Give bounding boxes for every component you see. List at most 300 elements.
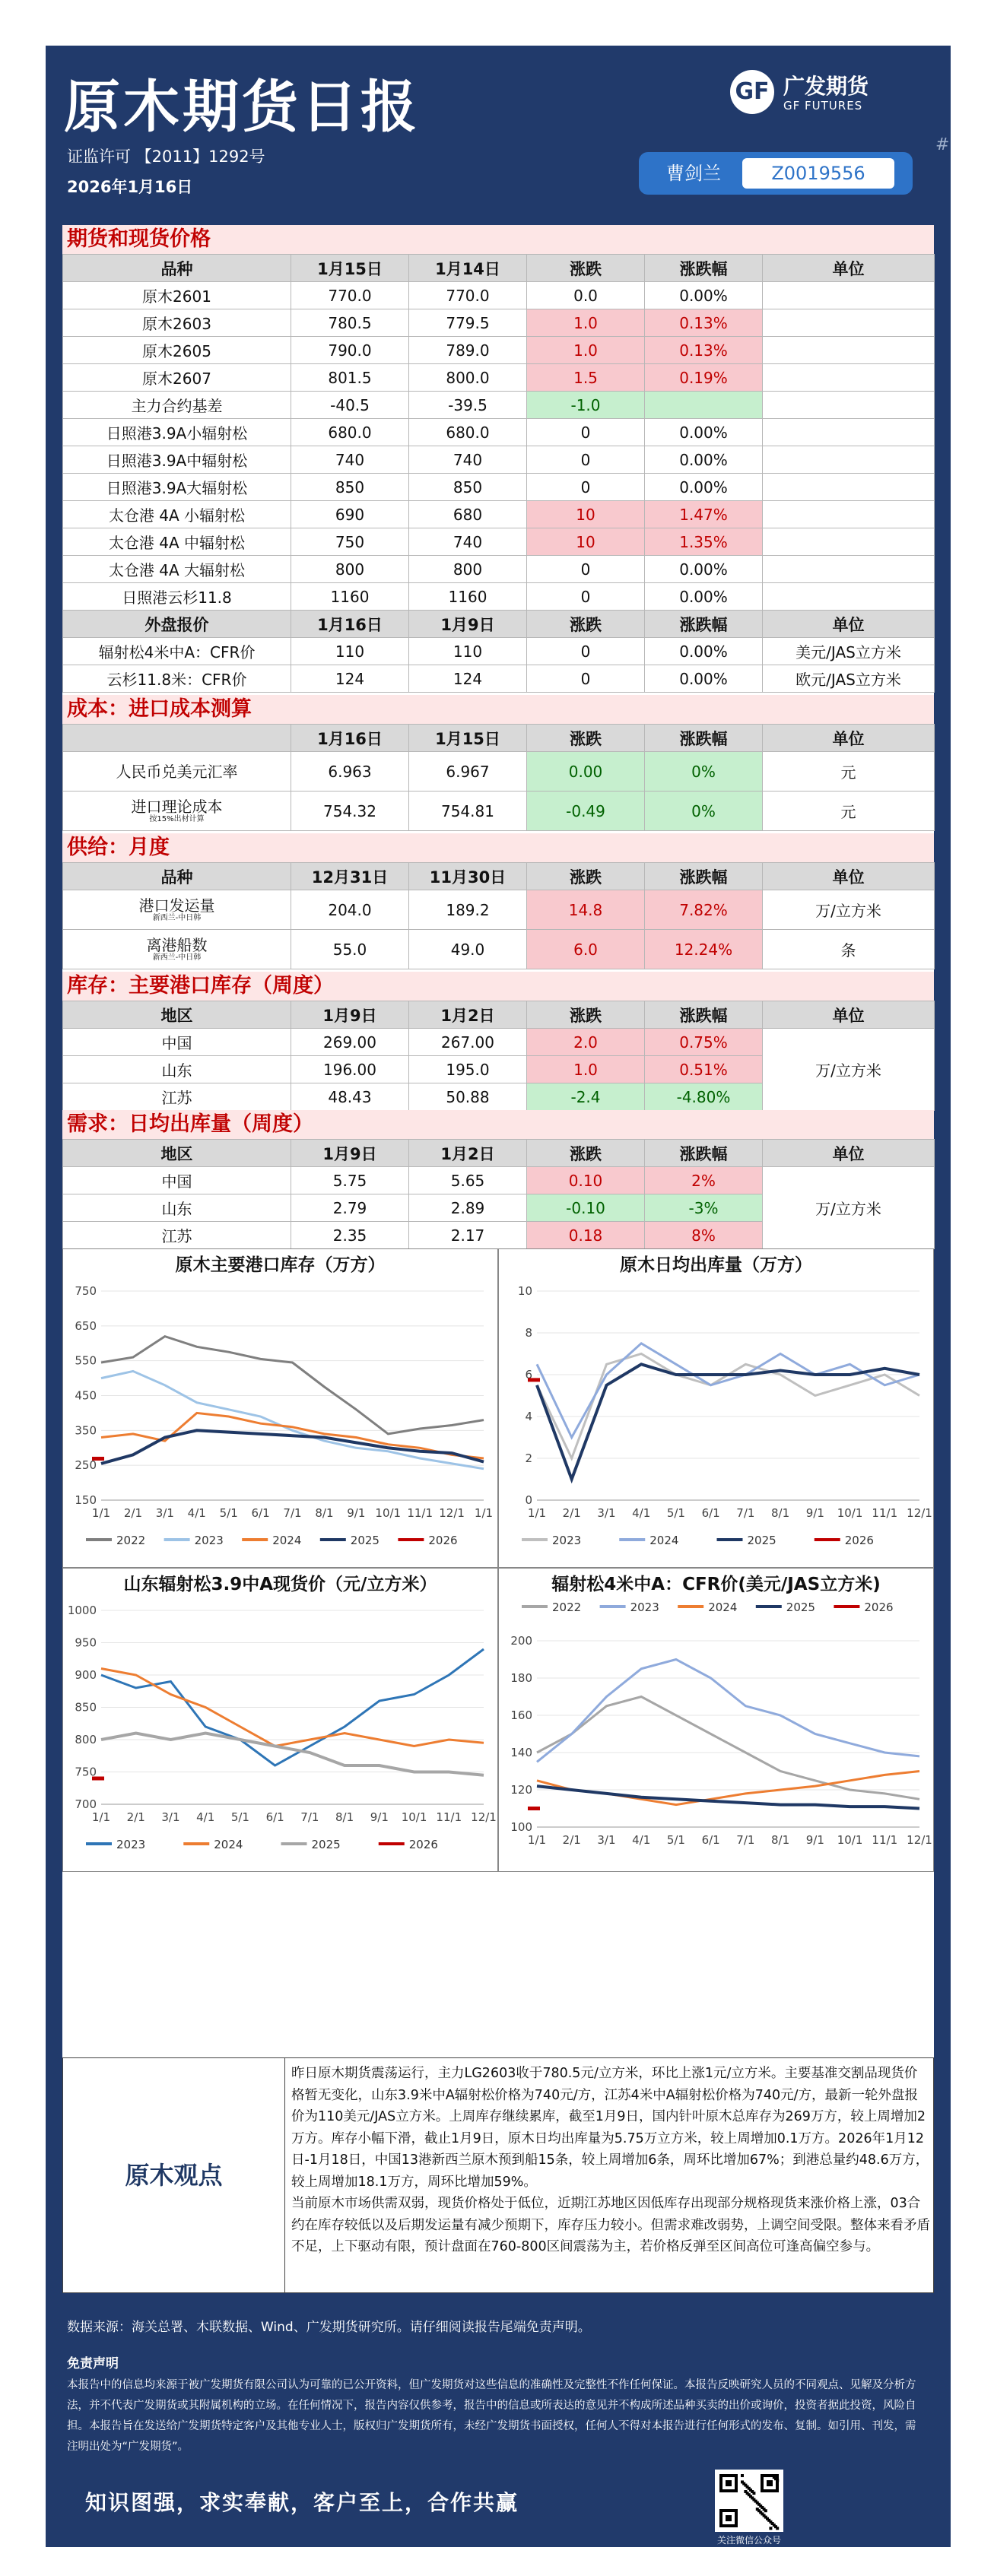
table-cell: 269.00 — [291, 1029, 409, 1056]
x-tick-label: 9/1 — [370, 1810, 389, 1824]
column-header: 地区 — [63, 1140, 291, 1167]
author-badge — [639, 152, 913, 195]
table-cell: 2.89 — [409, 1194, 527, 1222]
x-tick-label: 10/1 — [837, 1506, 863, 1520]
table-cell — [763, 419, 935, 446]
table-cell: -2.4 — [527, 1083, 645, 1111]
row-label: 云杉11.8米：CFR价 — [63, 665, 291, 693]
x-tick-label: 8/1 — [335, 1810, 354, 1824]
table-cell — [763, 282, 935, 309]
qr-label: 关注微信公众号 — [716, 2535, 781, 2546]
x-tick-label: 7/1 — [283, 1506, 302, 1520]
table-cell: -40.5 — [291, 392, 409, 419]
y-tick-label: 200 — [510, 1634, 532, 1648]
table-cell: 0.13% — [645, 337, 763, 364]
series-line-2024 — [537, 1344, 919, 1438]
column-header: 1月2日 — [409, 1001, 527, 1029]
table-cell: 0.00% — [645, 556, 763, 583]
x-tick-label: 11/1 — [436, 1810, 462, 1824]
disclaimer-title: 免责声明 — [67, 2356, 119, 2371]
table-cell: 0 — [527, 556, 645, 583]
row-label: 原木2605 — [63, 337, 291, 364]
table-cell: 1160 — [409, 583, 527, 611]
x-tick-label: 7/1 — [736, 1833, 755, 1847]
x-tick-label: 4/1 — [632, 1506, 651, 1520]
disclaimer-text: 本报告中的信息均来源于被广发期货有限公司认为可靠的已公开资料，但广发期货对这些信息的准确性及完整性不作任何保证。本报告反映研究人员的不同观点、见解及分析方法，并不代表广发期货或其附属机构的立场。在任何情况下，报告内容仅供参考，报告中的信息或所表达的意见并不构成所述品种买卖的出价或询价，投资者据此投资，风险自担。本报告旨在发送给广发期货特定客户及其他专业人士，版权归广发期货所有，未经广发期货书面授权，任何人不得对本报告进行任何形式的发布、复制。如引用、刊发，需注明出处为“广发期货”。 — [67, 2379, 916, 2453]
table-cell: 0.00% — [645, 638, 763, 665]
logo-cn-text: 广发期货 — [783, 74, 869, 99]
legend-label: 2024 — [272, 1534, 302, 1547]
x-tick-label: 9/1 — [347, 1506, 366, 1520]
row-label: 日照港云杉11.8 — [63, 583, 291, 611]
table-cell: 美元/JAS立方米 — [763, 638, 935, 665]
table-row — [63, 474, 935, 501]
section-title-cost: 成本：进口成本测算 — [62, 695, 934, 724]
y-tick-label: 750 — [75, 1765, 97, 1779]
column-header: 1月14日 — [409, 255, 527, 282]
x-tick-label: 5/1 — [666, 1506, 685, 1520]
table-row — [63, 446, 935, 474]
column-header: 1月16日 — [291, 611, 409, 638]
table-cell — [763, 583, 935, 611]
table-cell: 10 — [527, 501, 645, 528]
table-row — [63, 337, 935, 364]
table-cell: -0.49 — [527, 792, 645, 831]
table-row — [63, 528, 935, 556]
table-cell — [645, 392, 763, 419]
table-cell: 267.00 — [409, 1029, 527, 1056]
table-cell: 1.0 — [527, 309, 645, 337]
x-tick-label: 8/1 — [771, 1506, 790, 1520]
y-tick-label: 140 — [510, 1746, 532, 1759]
x-tick-label: 8/1 — [771, 1833, 790, 1847]
column-header: 1月9日 — [291, 1140, 409, 1167]
table-cell: 0.00% — [645, 446, 763, 474]
table-cell: 7.82% — [645, 890, 763, 930]
table-cell: 740 — [409, 528, 527, 556]
x-tick-label: 1/1 — [527, 1833, 547, 1847]
unit-cell: 万/立方米 — [763, 1029, 935, 1111]
table-cell: 1.35% — [645, 528, 763, 556]
table-cell: 0.00% — [645, 474, 763, 501]
table-cell: 770.0 — [409, 282, 527, 309]
table-cell: 48.43 — [291, 1083, 409, 1111]
table-cell: 754.32 — [291, 792, 409, 831]
row-label — [63, 930, 291, 969]
series-line-2022 — [101, 1337, 484, 1434]
table-cell: 8% — [645, 1222, 763, 1249]
section-title-supply: 供给：月度 — [62, 833, 934, 862]
inventory-table — [62, 1001, 935, 1111]
row-label-main: 离港船数 — [146, 935, 208, 954]
row-label: 原木2603 — [63, 309, 291, 337]
table-cell: 欧元/JAS立方米 — [763, 665, 935, 693]
table-cell: 195.0 — [409, 1056, 527, 1083]
table-cell: 740 — [409, 446, 527, 474]
table-cell: 1.0 — [527, 1056, 645, 1083]
report-title: 原木期货日报 — [64, 75, 420, 140]
table-cell: 110 — [291, 638, 409, 665]
qr-module — [756, 2508, 759, 2511]
table-cell — [763, 364, 935, 392]
x-tick-label: 5/1 — [219, 1506, 238, 1520]
table-cell: 0.00% — [645, 419, 763, 446]
table-header-row — [63, 1140, 935, 1167]
table-row — [63, 392, 935, 419]
table-cell: 780.5 — [291, 309, 409, 337]
table-cell: 2.79 — [291, 1194, 409, 1222]
qr-module — [741, 2474, 744, 2477]
row-label-main: 港口发运量 — [138, 896, 215, 915]
table-cell: 770.0 — [291, 282, 409, 309]
table-cell: -0.10 — [527, 1194, 645, 1222]
table-row — [63, 665, 935, 693]
table-row — [63, 309, 935, 337]
row-label: 太仓港 4A 大辐射松 — [63, 556, 291, 583]
y-tick-label: 10 — [517, 1284, 532, 1298]
column-header: 涨跌 — [527, 863, 645, 890]
table-cell: 元 — [763, 752, 935, 792]
license-number: 证监许可 【2011】1292号 — [67, 148, 265, 166]
x-tick-label: 5/1 — [666, 1833, 685, 1847]
table-row — [63, 501, 935, 528]
view-paragraph-2: 当前原木市场供需双弱，现货价格处于低位，近期江苏地区因低库存出现部分规格现货来涨价格上涨，03合约在库存较低以及后期发运量有减少预期下，库存压力较小。但需求难改弱势，上调空间受限。整体来看矛盾不足，上下驱动有限，预计盘面在760-800区间震荡为主，若价格反弹至区间高位可逢高偏空参与。 — [291, 2196, 930, 2254]
chart-daily-outflow — [498, 1248, 934, 1568]
table-row — [63, 752, 935, 792]
data-source: 数据来源：海关总署、木联数据、Wind、广发期货研究所。请仔细阅读报告尾端免责声明。 — [67, 2320, 591, 2335]
column-header: 涨跌幅 — [645, 863, 763, 890]
table-cell: 801.5 — [291, 364, 409, 392]
column-header: 涨跌 — [527, 255, 645, 282]
x-tick-label: 2/1 — [562, 1506, 581, 1520]
column-header: 涨跌幅 — [645, 725, 763, 752]
column-header: 品种 — [63, 863, 291, 890]
x-tick-label: 8/1 — [315, 1506, 334, 1520]
legend-label: 2026 — [864, 1600, 894, 1614]
table-cell: 0.00 — [527, 752, 645, 792]
table-header-row — [63, 255, 935, 282]
x-tick-label: 11/1 — [872, 1506, 898, 1520]
x-tick-label: 5/1 — [230, 1810, 249, 1824]
table-cell — [763, 474, 935, 501]
x-tick-label: 12/1 — [471, 1810, 497, 1824]
legend-label: 2023 — [194, 1534, 224, 1547]
x-tick-label: 6/1 — [701, 1833, 720, 1847]
chart-svg — [499, 1569, 935, 1873]
table-cell — [763, 392, 935, 419]
column-header: 涨跌幅 — [645, 1140, 763, 1167]
table-cell: 5.75 — [291, 1167, 409, 1194]
row-label — [63, 890, 291, 930]
x-tick-label: 12/1 — [907, 1506, 932, 1520]
series-line-2024 — [537, 1772, 919, 1805]
y-tick-label: 100 — [510, 1820, 532, 1834]
table-row — [63, 1167, 935, 1194]
x-tick-label: 1/1 — [527, 1506, 547, 1520]
y-tick-label: 160 — [510, 1708, 532, 1722]
table-cell: -4.80% — [645, 1083, 763, 1111]
table-cell: 124 — [409, 665, 527, 693]
foreign-quote-table — [62, 610, 935, 693]
column-header: 1月9日 — [409, 611, 527, 638]
x-tick-label: 6/1 — [701, 1506, 720, 1520]
futures-spot-table — [62, 254, 935, 611]
qr-module — [744, 2490, 747, 2493]
legend-label: 2025 — [311, 1838, 341, 1851]
x-tick-label: 4/1 — [196, 1810, 215, 1824]
table-cell: 0.00% — [645, 282, 763, 309]
table-cell: 0.51% — [645, 1056, 763, 1083]
chart-cfr-price — [498, 1568, 934, 1872]
table-cell: 204.0 — [291, 890, 409, 930]
table-cell — [763, 446, 935, 474]
x-tick-label: 11/1 — [407, 1506, 433, 1520]
chart-svg — [63, 1249, 499, 1569]
row-label: 原木2601 — [63, 282, 291, 309]
column-header: 单位 — [763, 611, 935, 638]
row-label: 中国 — [63, 1167, 291, 1194]
column-header: 1月2日 — [409, 1140, 527, 1167]
footer-band — [46, 2463, 951, 2547]
row-label: 山东 — [63, 1194, 291, 1222]
row-label: 原木2607 — [63, 364, 291, 392]
table-cell: 2% — [645, 1167, 763, 1194]
table-row — [63, 1029, 935, 1056]
x-tick-label: 1/1 — [474, 1506, 494, 1520]
legend-label: 2025 — [747, 1534, 776, 1547]
y-tick-label: 800 — [75, 1733, 97, 1746]
y-tick-label: 750 — [75, 1284, 97, 1298]
table-cell: 189.2 — [409, 890, 527, 930]
table-cell: 5.65 — [409, 1167, 527, 1194]
column-header: 品种 — [63, 255, 291, 282]
table-cell: 0 — [527, 446, 645, 474]
hash-mark: # — [935, 135, 950, 154]
y-tick-label: 450 — [75, 1388, 97, 1403]
y-tick-label: 900 — [75, 1668, 97, 1682]
column-header: 涨跌 — [527, 611, 645, 638]
table-cell — [763, 501, 935, 528]
chart-port-inventory — [62, 1248, 498, 1568]
table-cell: 750 — [291, 528, 409, 556]
table-cell: 49.0 — [409, 930, 527, 969]
x-tick-label: 7/1 — [736, 1506, 755, 1520]
qr-finder — [726, 2515, 732, 2521]
legend-label: 2025 — [350, 1534, 379, 1547]
qr-module — [771, 2474, 774, 2477]
table-cell: 1.0 — [527, 337, 645, 364]
table-cell: 800.0 — [409, 364, 527, 392]
column-header: 12月31日 — [291, 863, 409, 890]
column-header: 单位 — [763, 863, 935, 890]
row-label: 中国 — [63, 1029, 291, 1056]
x-tick-label: 2/1 — [126, 1810, 145, 1824]
table-row — [63, 792, 935, 831]
table-cell: 50.88 — [409, 1083, 527, 1111]
row-label: 日照港3.9A大辐射松 — [63, 474, 291, 501]
column-header: 涨跌 — [527, 1001, 645, 1029]
legend-label: 2026 — [408, 1838, 438, 1851]
column-header: 涨跌 — [527, 1140, 645, 1167]
market-view — [62, 2057, 934, 2293]
qr-module — [741, 2480, 744, 2483]
y-tick-label: 350 — [75, 1423, 97, 1438]
legend-label: 2023 — [552, 1534, 582, 1547]
x-tick-label: 10/1 — [401, 1810, 427, 1824]
table-cell: 680.0 — [291, 419, 409, 446]
table-cell: 6.0 — [527, 930, 645, 969]
row-label-main: 进口理论成本 — [131, 797, 223, 816]
row-label: 山东 — [63, 1056, 291, 1083]
x-tick-label: 1/1 — [91, 1810, 111, 1824]
table-cell: 0 — [527, 665, 645, 693]
x-tick-label: 10/1 — [375, 1506, 402, 1520]
x-tick-label: 3/1 — [161, 1810, 180, 1824]
x-tick-label: 6/1 — [251, 1506, 270, 1520]
x-tick-label: 12/1 — [439, 1506, 465, 1520]
table-cell: 124 — [291, 665, 409, 693]
table-cell: 0.13% — [645, 309, 763, 337]
x-tick-label: 2/1 — [562, 1833, 581, 1847]
table-cell: -39.5 — [409, 392, 527, 419]
table-header-row — [63, 611, 935, 638]
row-label: 太仓港 4A 中辐射松 — [63, 528, 291, 556]
column-header: 1月16日 — [291, 725, 409, 752]
y-tick-label: 150 — [75, 1493, 97, 1507]
table-row — [63, 556, 935, 583]
chart-svg — [63, 1569, 499, 1873]
section-title-inventory: 库存：主要港口库存（周度） — [62, 972, 934, 1001]
chart-title: 原木日均出库量（万方） — [620, 1255, 812, 1275]
report-content — [62, 225, 934, 2293]
chart-svg — [499, 1249, 935, 1569]
legend-label: 2025 — [786, 1600, 815, 1614]
view-paragraph-1: 昨日原木期货震荡运行，主力LG2603收于780.5元/立方米，环比上涨1元/立方米。主要基准交割品现货价格暂无变化，山东3.9米中A辐射松价格为740元/方，江苏4米中A辐射松价格为740元/方，最新一轮外盘报价为110美元/JAS立方米。上周库存继续累库，截至1月9日，国内针叶原木总库存为269万方，较上周增加2万方。库存小幅下滑，截止1月9日，原木日均出库量为5.75万立方米，较上周增加0.1万方。2026年1月12日-1月18日，中国13港新西兰原木预到船15条，较上周增加6条，周环比增加67%；到港总量约48.6万方，较上周增加18.1万方，周环比增加59%。 — [291, 2066, 929, 2190]
x-tick-label: 3/1 — [597, 1506, 616, 1520]
x-tick-label: 9/1 — [805, 1506, 824, 1520]
table-cell: 680 — [409, 501, 527, 528]
table-cell: 0.00% — [645, 583, 763, 611]
view-text — [291, 2063, 930, 2258]
table-row — [63, 890, 935, 930]
table-cell: 条 — [763, 930, 935, 969]
y-tick-label: 650 — [75, 1318, 97, 1333]
column-header: 涨跌幅 — [645, 1001, 763, 1029]
section-title-demand: 需求：日均出库量（周度） — [62, 1110, 934, 1139]
series-line-2023 — [537, 1354, 919, 1459]
x-tick-label: 12/1 — [907, 1833, 932, 1847]
y-tick-label: 4 — [525, 1410, 532, 1423]
chart-title: 辐射松4米中A：CFR价(美元/JAS立方米) — [551, 1575, 881, 1594]
table-cell: 800 — [291, 556, 409, 583]
author-name: 曹剑兰 — [666, 163, 721, 184]
table-header-row — [63, 1001, 935, 1029]
qr-finder — [726, 2480, 732, 2486]
table-header-row — [63, 725, 935, 752]
table-cell: 14.8 — [527, 890, 645, 930]
table-cell — [763, 528, 935, 556]
series-line-2023 — [101, 1371, 484, 1468]
row-label: 主力合约基差 — [63, 392, 291, 419]
slogan: 知识图强，求实奉献，客户至上，合作共赢 — [85, 2490, 519, 2515]
unit-cell: 万/立方米 — [763, 1167, 935, 1249]
report-header — [46, 46, 951, 243]
column-header: 外盘报价 — [63, 611, 291, 638]
column-header: 1月9日 — [291, 1001, 409, 1029]
legend-label: 2022 — [116, 1534, 146, 1547]
x-tick-label: 1/1 — [91, 1506, 111, 1520]
y-tick-label: 2 — [525, 1451, 532, 1465]
chart-shandong-spot — [62, 1568, 498, 1872]
chart-title: 原木主要港口库存（万方） — [175, 1255, 386, 1275]
supply-table — [62, 862, 935, 969]
x-tick-label: 4/1 — [632, 1833, 651, 1847]
x-tick-label: 2/1 — [123, 1506, 142, 1520]
table-cell: 55.0 — [291, 930, 409, 969]
table-row — [63, 638, 935, 665]
table-cell: 790.0 — [291, 337, 409, 364]
table-cell: 110 — [409, 638, 527, 665]
row-label: 江苏 — [63, 1083, 291, 1111]
legend-label: 2023 — [116, 1838, 146, 1851]
table-cell: 0.18 — [527, 1222, 645, 1249]
section-title-prices: 期货和现货价格 — [62, 225, 934, 254]
x-tick-label: 6/1 — [265, 1810, 284, 1824]
x-tick-label: 9/1 — [805, 1833, 824, 1847]
table-cell — [763, 337, 935, 364]
chart-title: 山东辐射松3.9中A现货价（元/立方米） — [123, 1575, 437, 1594]
legend-label: 2026 — [844, 1534, 874, 1547]
table-cell: 1.47% — [645, 501, 763, 528]
y-tick-label: 1000 — [67, 1604, 97, 1617]
table-cell: 754.81 — [409, 792, 527, 831]
report-page — [46, 46, 951, 2547]
row-label: 日照港3.9A中辐射松 — [63, 446, 291, 474]
table-cell: 2.35 — [291, 1222, 409, 1249]
table-cell: 1.5 — [527, 364, 645, 392]
table-cell: 6.967 — [409, 752, 527, 792]
row-label: 日照港3.9A小辐射松 — [63, 419, 291, 446]
demand-table — [62, 1139, 935, 1249]
legend-label: 2022 — [552, 1600, 582, 1614]
import-cost-table — [62, 724, 935, 831]
table-cell: -1.0 — [527, 392, 645, 419]
table-cell: 0% — [645, 752, 763, 792]
column-header: 涨跌幅 — [645, 255, 763, 282]
table-cell: 680.0 — [409, 419, 527, 446]
row-label-sub: 新西兰-中日韩 — [152, 953, 202, 962]
column-header — [63, 725, 291, 752]
table-cell: 1160 — [291, 583, 409, 611]
qr-code-icon[interactable] — [715, 2470, 783, 2532]
table-cell: 2.17 — [409, 1222, 527, 1249]
x-tick-label: 3/1 — [155, 1506, 174, 1520]
author-id: Z0019556 — [742, 158, 894, 189]
table-cell: 800 — [409, 556, 527, 583]
row-label: 辐射松4米中A：CFR价 — [63, 638, 291, 665]
table-cell: 789.0 — [409, 337, 527, 364]
table-cell: 12.24% — [645, 930, 763, 969]
table-cell: 740 — [291, 446, 409, 474]
x-tick-label: 11/1 — [872, 1833, 898, 1847]
column-header: 单位 — [763, 255, 935, 282]
legend-label: 2024 — [708, 1600, 738, 1614]
series-line-2023 — [537, 1660, 919, 1762]
row-label-sub: 按15%出材计算 — [149, 814, 205, 823]
y-tick-label: 0 — [525, 1493, 532, 1507]
y-tick-label: 850 — [75, 1700, 97, 1715]
table-cell: 0 — [527, 419, 645, 446]
